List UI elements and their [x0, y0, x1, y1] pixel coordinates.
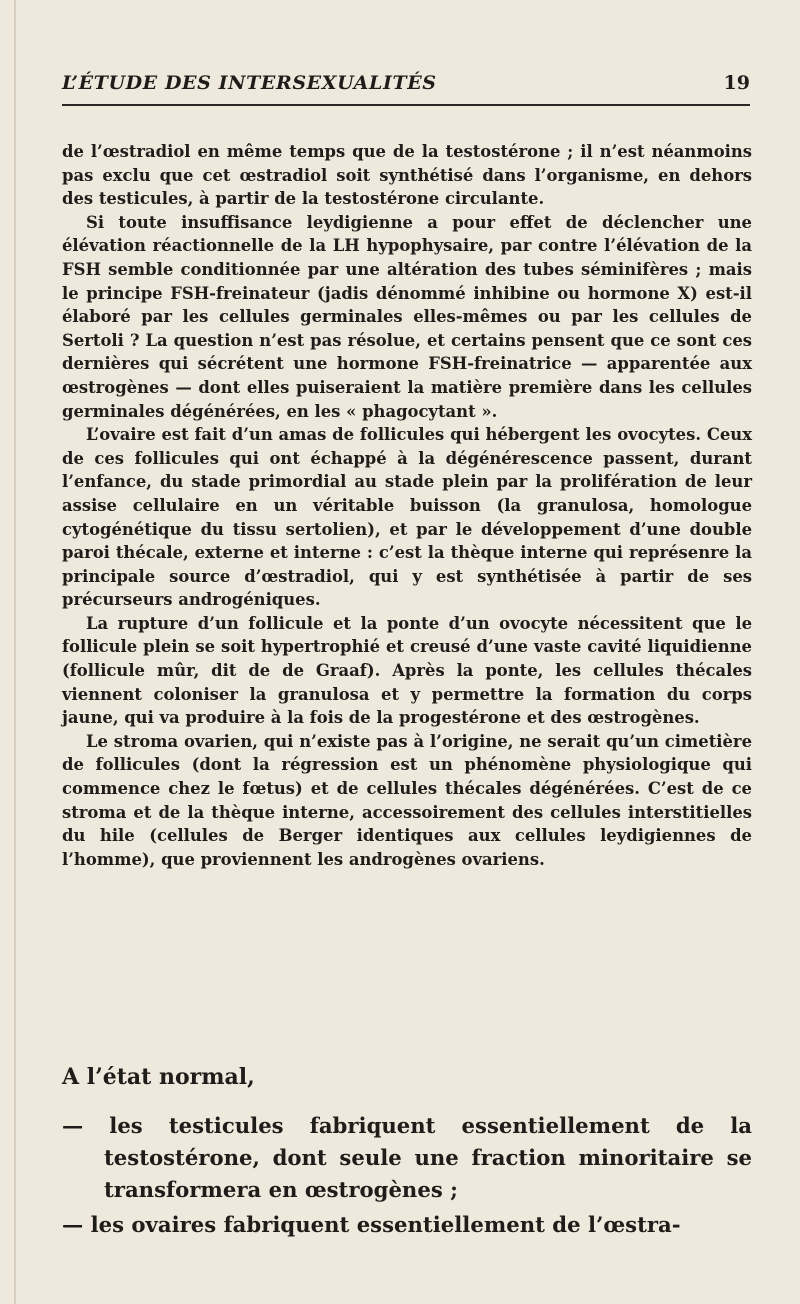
body-text — [62, 140, 752, 871]
running-title: L’ÉTUDE DES INTERSEXUALITÉS — [62, 72, 437, 94]
paragraph: Si toute insuffisance leydigienne a pour effet de déclencher une élévation réactionnelle de la LH hypophysaire, par contre l’élévation de la FSH semble conditionnée par une altération des tubes séminifères ; mais le principe FSH-freinateur (jadis dénommé inhibine ou hormone X) est-il élaboré par les cellules germinales elles-mêmes ou par les cellules de Sertoli ? La question n’est pas résolue, et certains pensent que ce sont ces dernières qui sécrétent une hormone FSH-freinatrice — apparentée aux œstrogènes — dont elles puiseraient la matière première dans les cellules germinales dégénérées, en les « phagocytant ». — [62, 212, 752, 421]
paragraph: Le stroma ovarien, qui n’existe pas à l’origine, ne serait qu’un cimetière de follicules (dont la régression est un phénomène physiologique qui commence chez le fœtus) et de cellules thécales dégénérées. C’est de ce stroma et de la thèque interne, accessoirement des cellules interstitielles du hile (cellules de Berger identiques aux cellules leydigiennes de l’homme), que proviennent les androgènes ovariens. — [62, 731, 752, 869]
page-edge — [14, 0, 16, 1304]
list-item: — les ovaires fabriquent essentiellement de l’œstra- — [62, 1212, 681, 1237]
paragraph: La rupture d’un follicule et la ponte d’un ovocyte nécessitent que le follicule plein se soit hypertrophié et creusé d’une vaste cavité liquidienne (follicule mûr, dit de de Graaf). Après la ponte, les cellules thécales viennent coloniser la granulosa et y permettre la formation du corps jaune, qui va produire à la fois de la progestérone et des œstrogènes. — [62, 613, 752, 728]
page-number: 19 — [723, 72, 750, 94]
paragraph: L’ovaire est fait d’un amas de follicules qui hébergent les ovocytes. Ceux de ces follicules qui ont échappé à la dégénérescence passent, durant l’enfance, du stade primordial au stade plein par la prolifération de leur assise cellulaire en un véritable buisson (la granulosa, homologue cytogénétique du tissu sertolien), et par le développement d’une double paroi thécale, externe et interne : c’est la thèque interne qui représenre la principale source d’œstradiol, qui y est synthétisée à partir de ses précurseurs androgéniques. — [62, 425, 752, 610]
dash-list — [62, 1110, 752, 1244]
section-subheading: A l’état normal, — [62, 1064, 255, 1090]
paragraph: de l’œstradiol en même temps que de la testostérone ; il n’est néanmoins pas exclu que cet œstradiol soit synthétisé dans l’organisme, en dehors des testicules, à partir de la testostérone circulante. — [62, 142, 752, 209]
list-item: — les testicules fabriquent essentiellement de la testostérone, dont seule une fraction minoritaire se transformera en œstrogènes ; — [62, 1113, 752, 1202]
running-header — [62, 68, 750, 106]
